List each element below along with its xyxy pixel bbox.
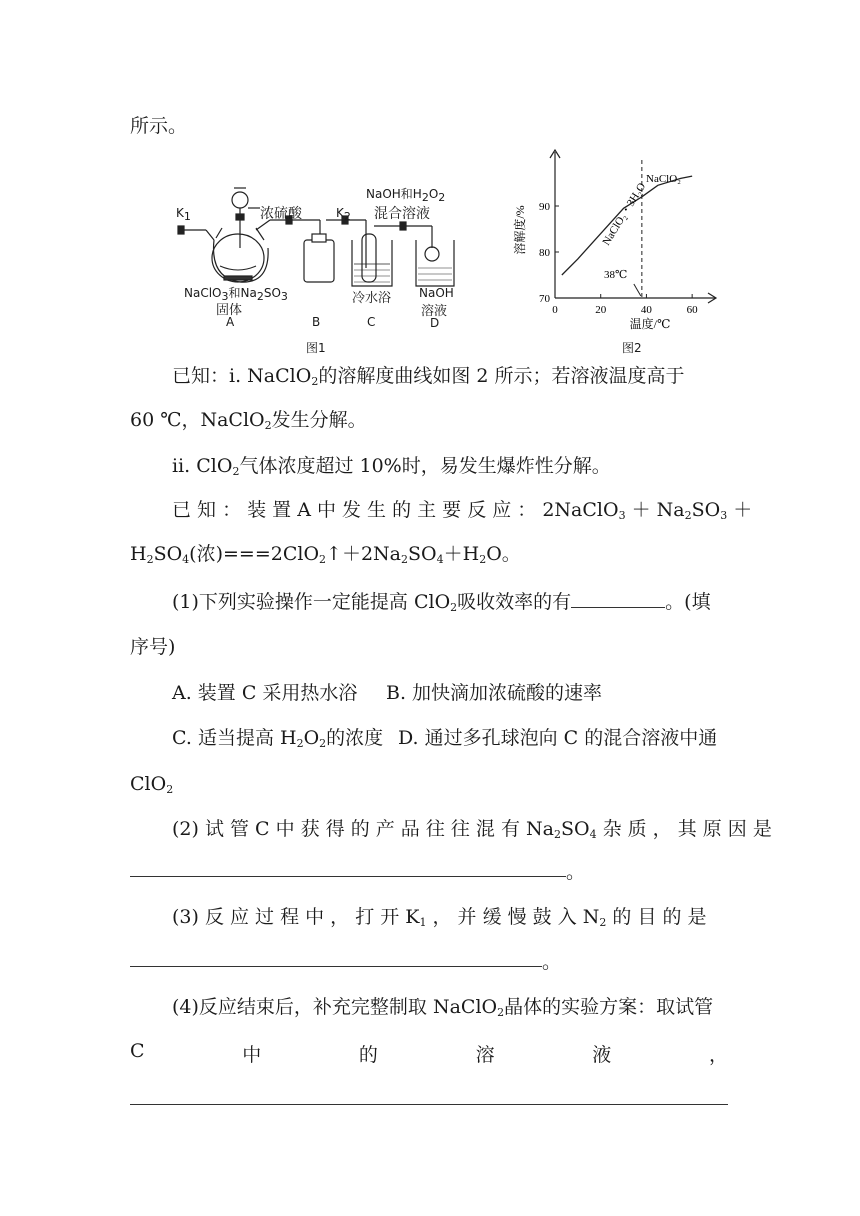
y-tick-label: 80 (539, 247, 550, 259)
q2-stem: (2) 试 管 C 中 获 得 的 产 品 往 往 混 有 $Na_2SO_4$ 杂 质 ， 其 原 因 是 (172, 818, 772, 841)
label-cold-bath: 冷水浴 (352, 291, 392, 306)
q4-stem-cont (130, 1040, 728, 1067)
reaction-line-1: 已 知 ： 装 置 A 中 发 生 的 主 要 反 应 ： 2NaClO$_3$ ＋ $Na_2SO_3$ ＋ (172, 499, 753, 522)
q1-option-d-cont: ClO$_2$ (130, 773, 174, 796)
label-naoh-1: NaOH (419, 286, 454, 300)
chart-curve-label-right: NaClO₂ (646, 173, 681, 185)
label-solid-1: NaClO$_3$和$Na_2SO_3$ (184, 286, 288, 303)
q1-option-a: A. 装置 C 采用热水浴 (172, 682, 358, 704)
q4-word: 的 (358, 1044, 378, 1066)
q4-stem: (4)反应结束后，补充完整制取 NaClO$_2$晶体的实验方案：取试管 (172, 996, 714, 1019)
label-solid-2: 固体 (216, 303, 243, 318)
q3-answer-blank[interactable] (130, 966, 542, 967)
q1-stem-cont: 序号) (130, 636, 176, 658)
q4-answer-blank[interactable] (130, 1104, 728, 1105)
known-1-line-2: 60 ℃，NaClO$_2$发生分解。 (130, 409, 367, 432)
q4-word: 溶 (475, 1044, 495, 1066)
label-k1: $K_1$ (176, 206, 191, 223)
q1-answer-blank[interactable] (571, 587, 665, 608)
known-2: ⅱ. ClO$_2$气体浓度超过 10%时，易发生爆炸性分解。 (172, 455, 611, 478)
y-tick-label: 70 (539, 293, 550, 305)
reaction-line-2: $H_2SO_4$(浓)$===2ClO_2↑+2Na_2SO_4+H_2O$。 (130, 543, 521, 566)
q1-option-b: B. 加快滴加浓硫酸的速率 (386, 682, 603, 704)
y-tick-label: 90 (539, 201, 550, 213)
known-1-line-1: 已知：ⅰ. NaClO$_2$的溶解度曲线如图 2 所示；若溶液温度高于 (172, 365, 685, 388)
q4-word: C (130, 1040, 145, 1062)
label-naoh-2: 溶液 (421, 304, 448, 319)
transition-marker-arrow (634, 284, 641, 296)
x-tick-label: 0 (552, 304, 558, 316)
q3-end: 。 (542, 951, 562, 973)
q2-end: 。 (566, 861, 586, 883)
label-k2: $K_2$ (336, 206, 351, 223)
q1-stem: (1)下列实验操作一定能提高 ClO$_2$吸收效率的有 。(填 (172, 587, 711, 616)
label-b: B (312, 315, 321, 329)
chart-marker-label: 38℃ (604, 269, 628, 281)
chart-curve-label-left: NaClO₂・3H₂O (600, 180, 649, 248)
label-d: D (430, 316, 440, 330)
x-tick-label: 60 (686, 304, 698, 316)
chart-x-label: 温度/℃ (629, 317, 671, 331)
q2-answer-blank[interactable] (130, 876, 566, 877)
figure-2-caption: 图2 (622, 341, 642, 355)
q4-word: ， (708, 1044, 728, 1066)
label-acid: 浓硫酸 (260, 206, 302, 222)
q4-word: 液 (592, 1044, 612, 1066)
label-c: C (367, 315, 376, 329)
label-reagent-top1: NaOH和$H_2O_2$ (366, 187, 446, 204)
chart-y-label: 溶解度/% (513, 205, 527, 255)
q4-word: 中 (242, 1044, 262, 1066)
label-a: A (226, 315, 235, 329)
intro-text: 所示。 (130, 115, 188, 137)
figure-1-caption: 图1 (306, 341, 326, 355)
label-reagent-top2: 混合溶液 (374, 206, 430, 222)
q1-option-c: C. 适当提高 $H_2O_2$的浓度 (172, 727, 384, 750)
q1-option-d: D. 通过多孔球泡向 C 的混合溶液中通 (398, 727, 718, 749)
x-tick-label: 40 (640, 304, 652, 316)
figure-2-chart (500, 146, 730, 358)
x-tick-label: 20 (595, 304, 607, 316)
q3-stem: (3) 反 应 过 程 中 ， 打 开 $K_1$ ， 并 缓 慢 鼓 入 $N_2$ 的 目 的 是 (172, 906, 707, 929)
